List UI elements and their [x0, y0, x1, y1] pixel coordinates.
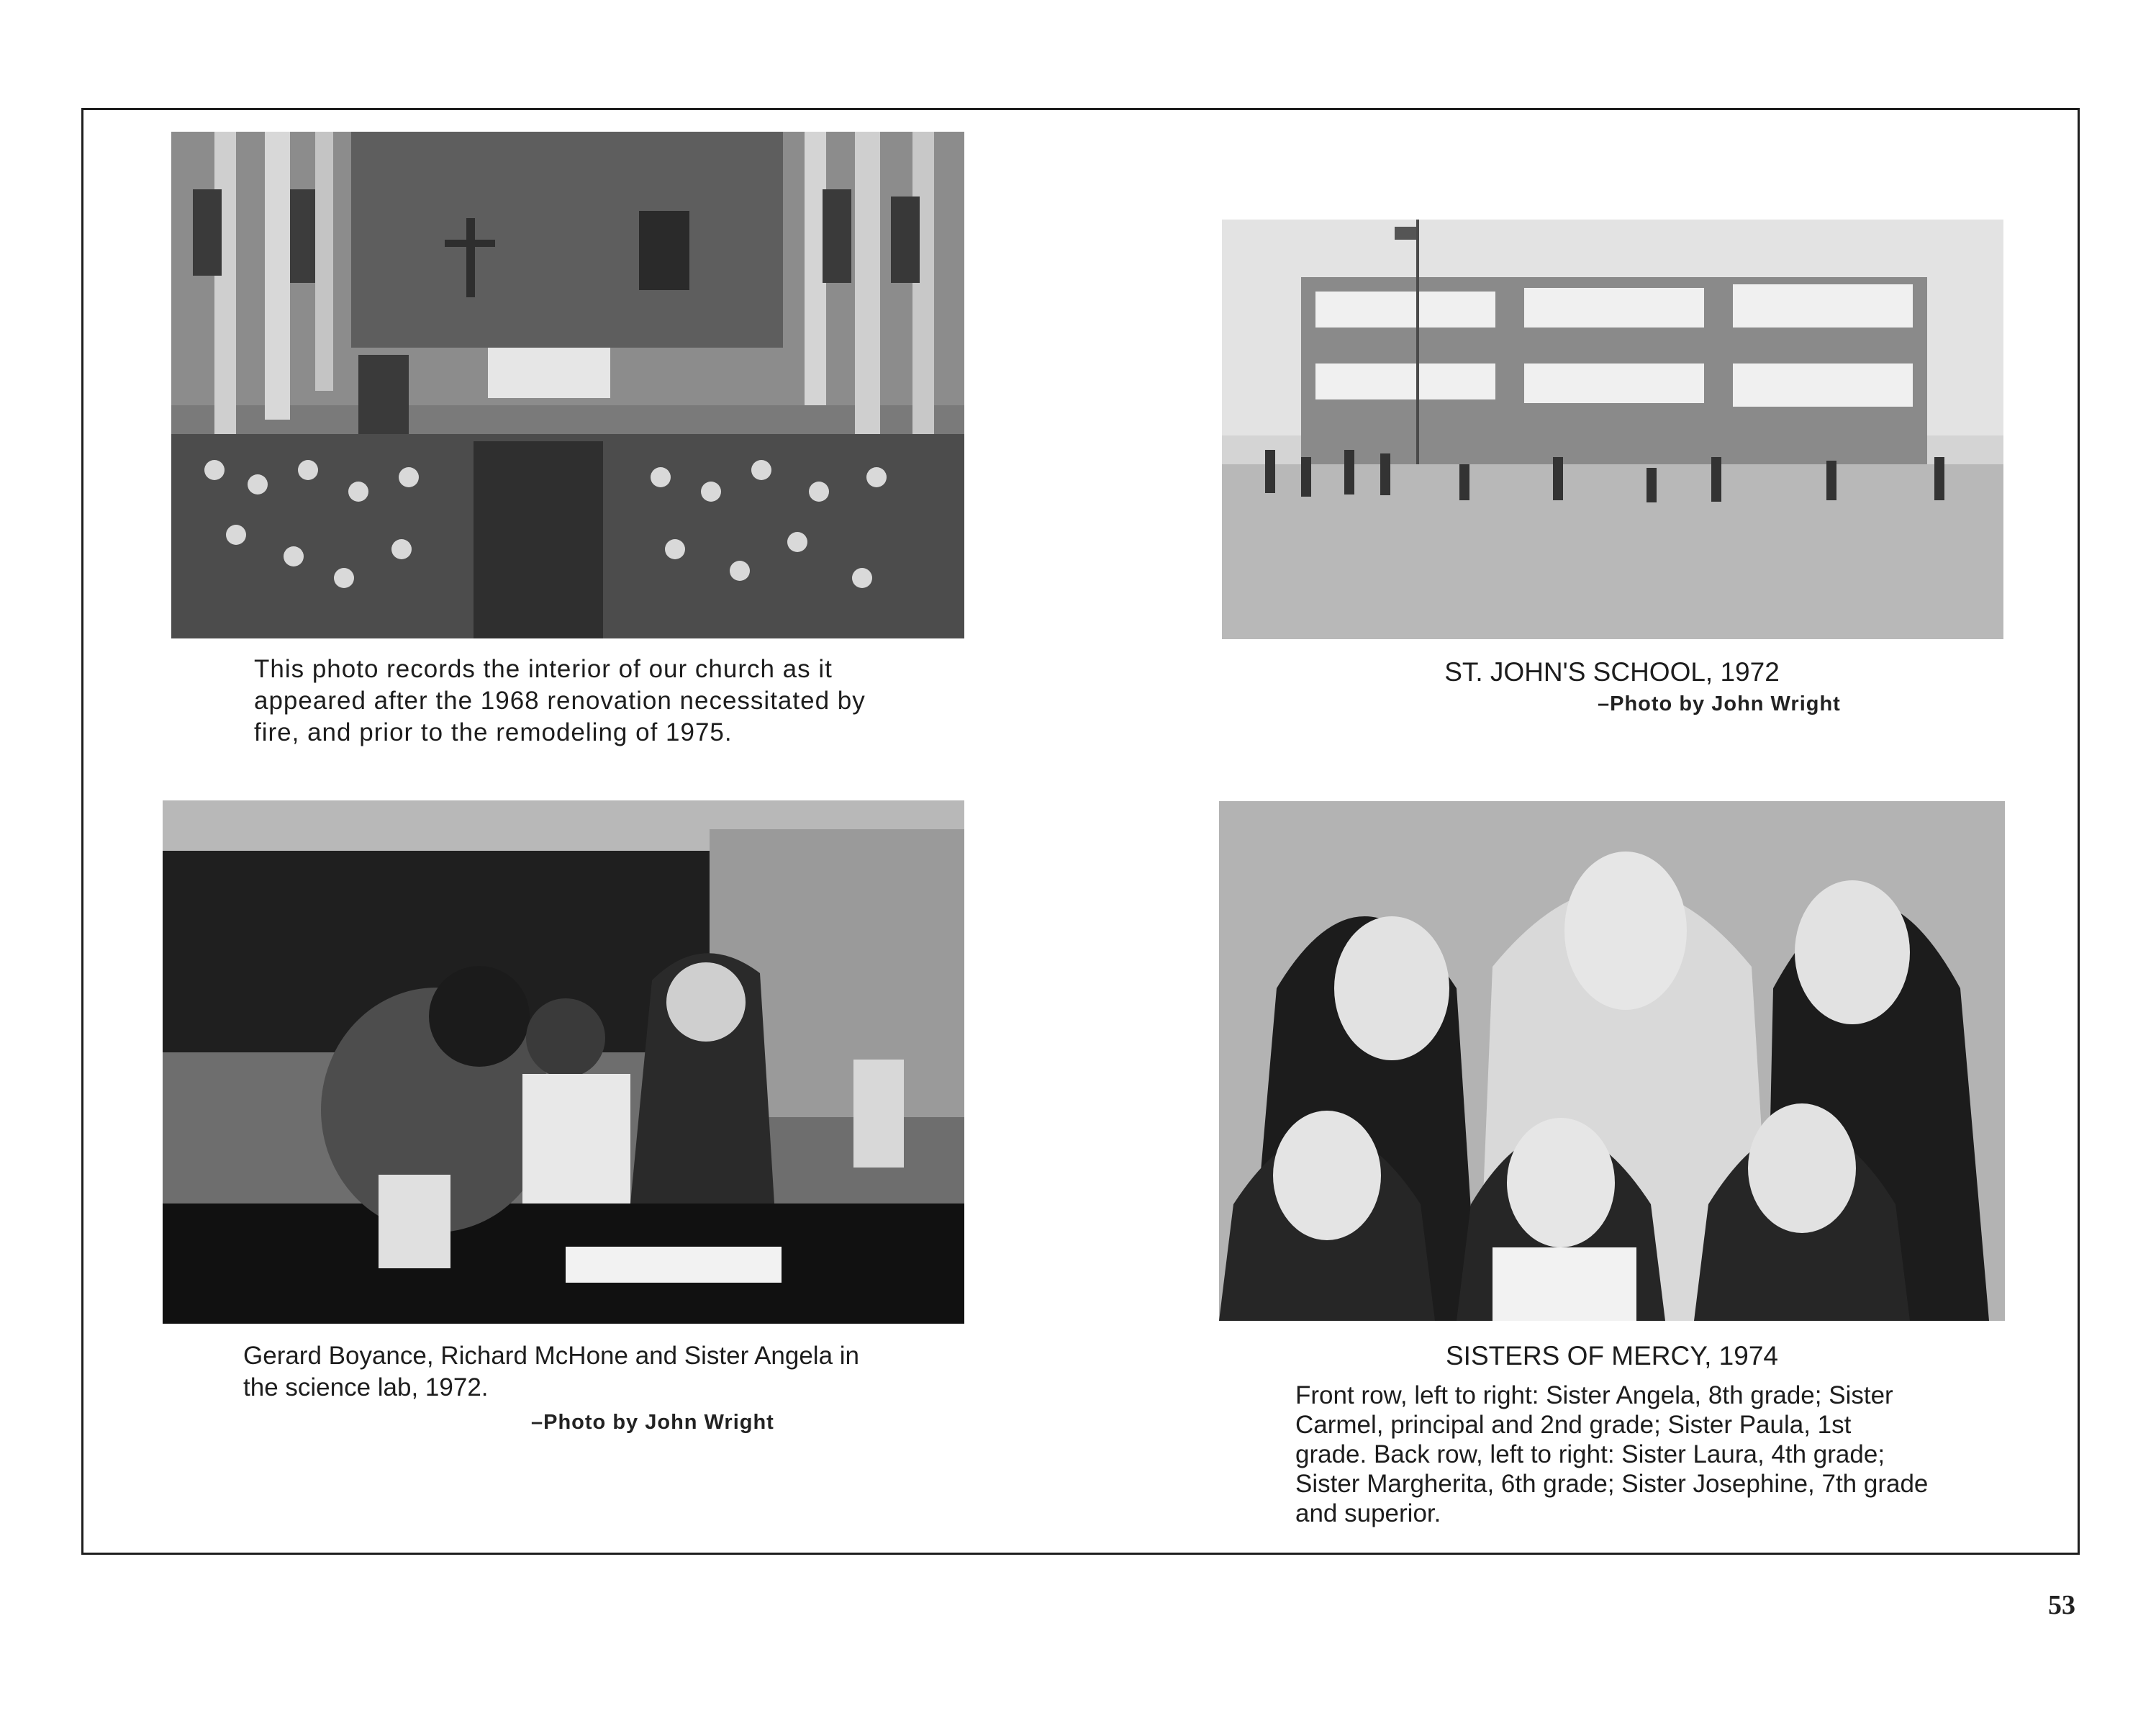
sisters-of-mercy-caption: Front row, left to right: Sister Angela, 8th grade; Sister Carmel, principal and 2nd grade; Sister Paula, 1st grade. Back row, left to right: Sister Laura, 4th grade; Sister Margherita, 6th grade; Sister Josephine, 7th grade and superior. [1295, 1381, 1929, 1527]
science-lab-caption: Gerard Boyance, Richard McHone and Sister Angela in the science lab, 1972. [243, 1342, 860, 1401]
church-interior-photo [171, 132, 964, 638]
science-lab-photo-credit: –Photo by John Wright [531, 1411, 774, 1434]
church-interior-caption: This photo records the interior of our church as it appeared after the 1968 renovation necessitated by fire, and prior to the remodeling of 1975. [254, 655, 866, 746]
page-number: 53 [2048, 1590, 2075, 1620]
sisters-of-mercy-title: SISTERS OF MERCY, 1974 [1446, 1341, 1778, 1370]
science-lab-photo [163, 800, 964, 1324]
school-photo [1222, 220, 2003, 639]
school-caption: ST. JOHN'S SCHOOL, 1972 [1444, 657, 1780, 687]
sisters-of-mercy-photo [1219, 801, 2005, 1321]
school-photo-credit: –Photo by John Wright [1598, 692, 1841, 715]
